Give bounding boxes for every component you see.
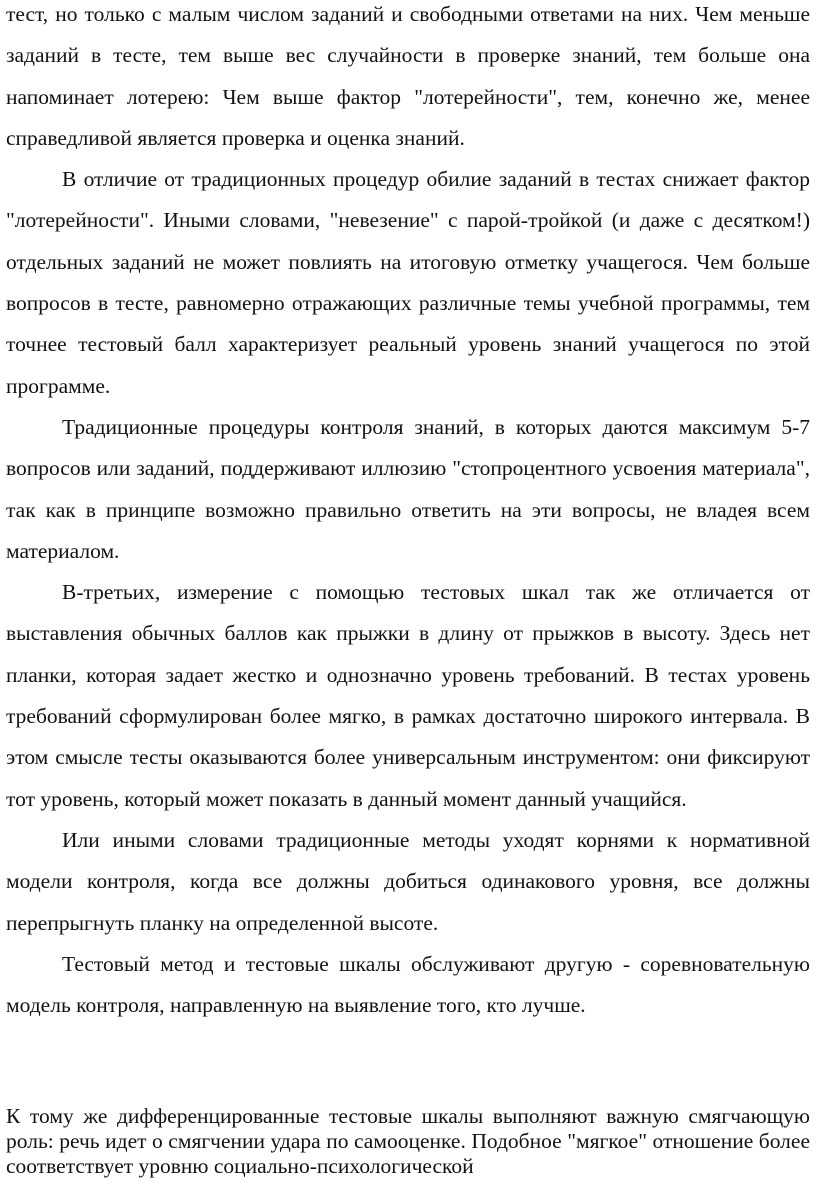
document-body <box>6 0 810 1026</box>
paragraph-lottery-factor: В отличие от традиционных процедур обилие заданий в тестах снижает фактор "лотерейности". Иными словами, "невезение" с парой-тройкой (и даже с десятком!) отдельных заданий не может повлиять на итоговую отметку учащегося. Чем больше вопросов в тесте, равномерно отражающих различные темы учебной программы, тем точнее тестовый балл характеризует реальный уровень знаний учащегося по этой программе. <box>6 167 810 398</box>
paragraph-continuation: тест, но только с малым числом заданий и свободными ответами на них. Чем меньше заданий в тесте, тем выше вес случайности в проверке знаний, тем больше она напоминает лотерею: Чем выше фактор "лотерейности", тем, конечно же, менее справедливой является проверка и оценка знаний. <box>6 2 810 150</box>
paragraph-third-point: В-третьих, измерение с помощью тестовых шкал так же отличается от выставления обычных баллов как прыжки в длину от прыжков в высоту. Здесь нет планки, которая задает жестко и однозначно уровень требований. В тестах уровень требований сформулирован более мягко, в рамках достаточно широкого интервала. В этом смысле тесты оказываются более универсальным инструментом: они фиксируют тот уровень, который может показать в данный момент данный учащийся. <box>6 580 810 811</box>
paragraph-traditional-procedures: Традиционные процедуры контроля знаний, в которых даются максимум 5-7 вопросов или заданий, поддерживают иллюзию "стопроцентного усвоения материала", так как в принципе возможно правильно ответить на эти вопросы, не владея всем материалом. <box>6 414 810 563</box>
paragraph-competitive-model: Тестовый метод и тестовые шкалы обслуживают другую - соревновательную модель контроля, направленную на выявление того, кто лучше. <box>6 951 810 1018</box>
paragraph-softening-role: К тому же дифференцированные тестовые шкалы выполняют важную смягчающую роль: речь идет о смягчении удара по самооценке. Подобное "мягкое" отношение более соответствует уровню социально-психологической <box>6 1104 810 1178</box>
paragraph-normative-model: Или иными словами традиционные методы уходят корнями к нормативной модели контроля, когда все должны добиться одинакового уровня, все должны перепрыгнуть планку на определенной высоте. <box>6 827 810 935</box>
document-footer-paragraph <box>6 1104 810 1179</box>
